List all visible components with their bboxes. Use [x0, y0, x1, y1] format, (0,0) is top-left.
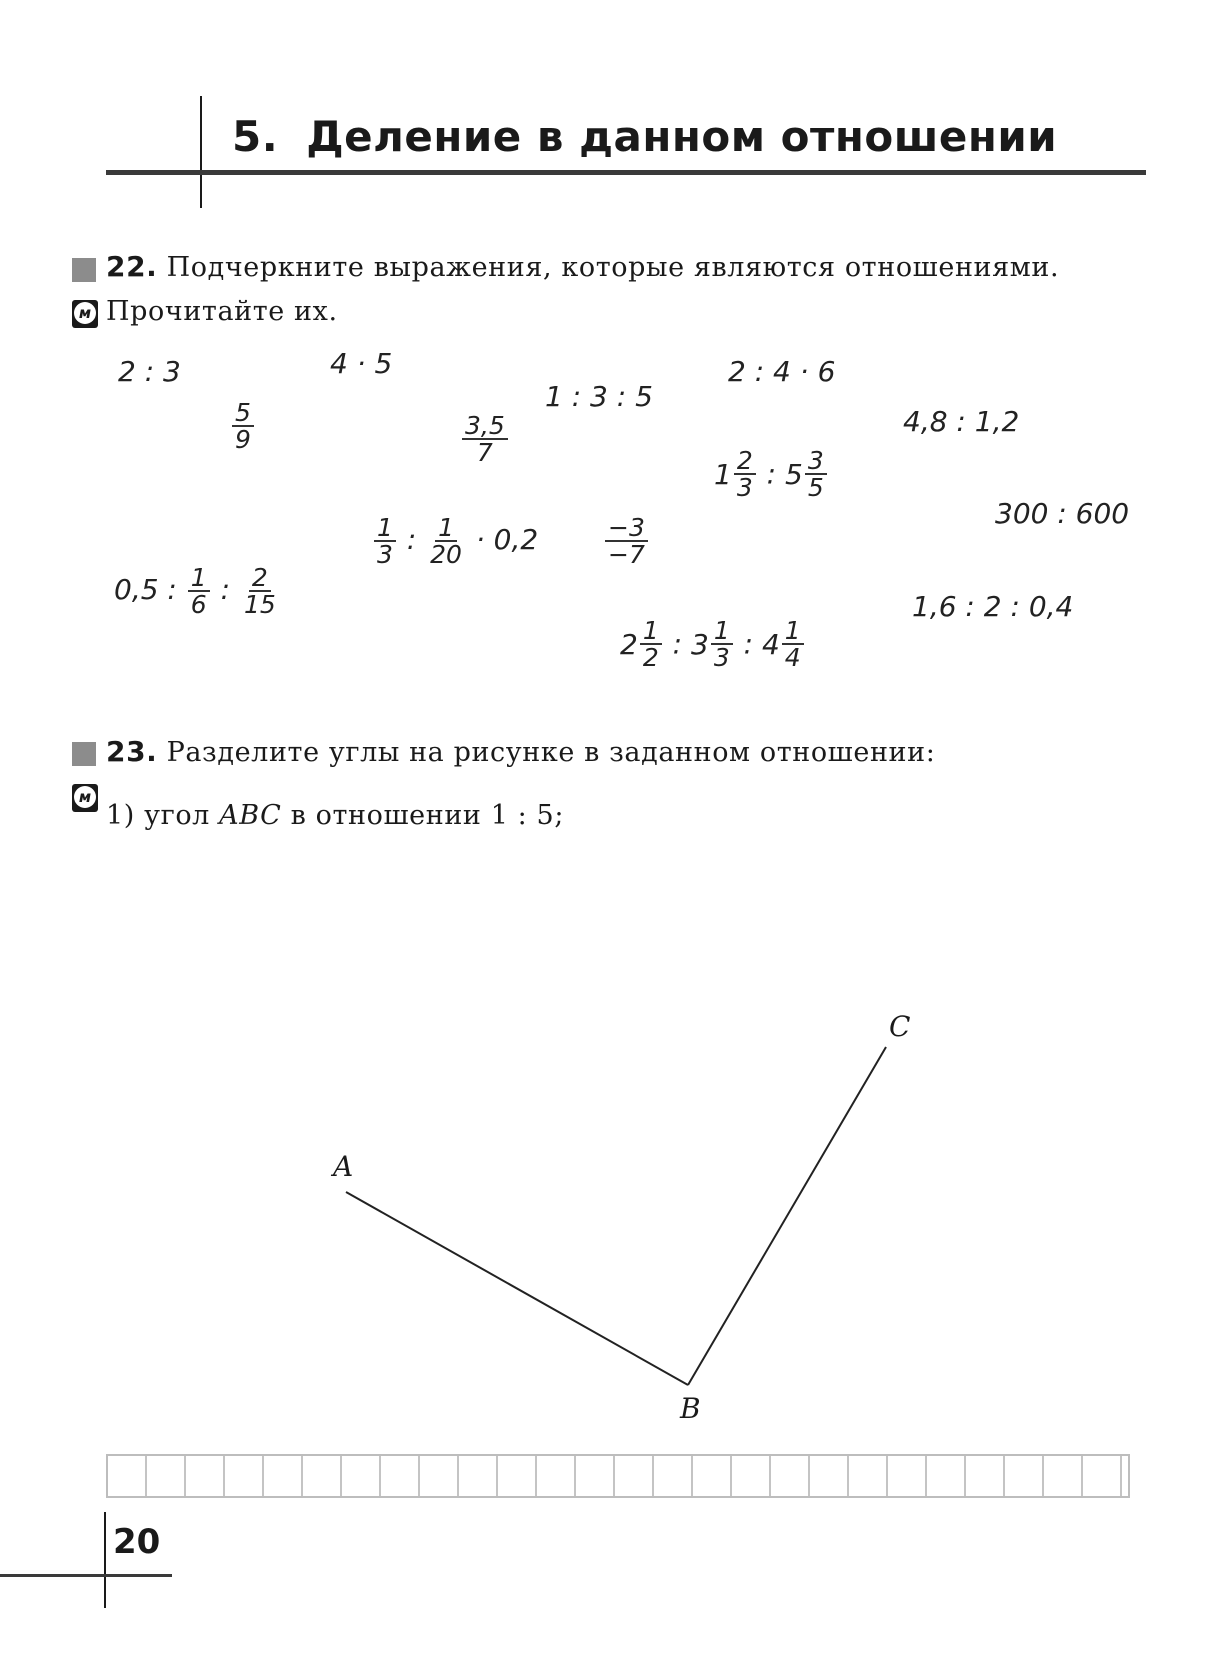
- ray-ba: [346, 1192, 688, 1385]
- section-number: 5.: [232, 112, 279, 161]
- task23-text: Разделите углы на рисунке в заданном отношении:: [166, 737, 936, 768]
- m-badge-icon: м: [72, 300, 98, 328]
- task-marker-icon: [72, 258, 96, 282]
- task-marker-icon: [72, 742, 96, 766]
- m-badge-icon: м: [72, 784, 98, 812]
- expression-12: 0,5 : $\frac{1}{6}$ : $\frac{2}{15}$: [114, 563, 276, 619]
- expression-2: 4 · 5: [330, 347, 393, 380]
- angle-name: ABC: [219, 800, 282, 831]
- task22-line1: [106, 250, 1059, 283]
- expression-13: 1,6 : 2 : 0,4: [912, 590, 1074, 623]
- point-b-label: B: [680, 1392, 701, 1425]
- expression-5: $\frac{5}{9}$: [230, 400, 256, 452]
- task23-line1: [106, 735, 935, 768]
- ray-bc: [688, 1047, 886, 1385]
- point-a-label: A: [333, 1150, 354, 1183]
- point-c-label: C: [889, 1010, 911, 1043]
- section-title-text: Деление в данном отношении: [306, 112, 1058, 161]
- header-horizontal-rule: [106, 170, 1146, 175]
- task22-line2: [106, 296, 338, 327]
- footer-horizontal-rule: [0, 1574, 172, 1577]
- task23-item1: 1) угол ABC в отношении 1 : 5;: [106, 800, 565, 831]
- expression-8: 1 $\frac{2}{3}$ : 5 $\frac{3}{5}$: [714, 448, 829, 500]
- expression-1: 2 : 3: [118, 355, 181, 388]
- task22-text2: Прочитайте их.: [106, 296, 338, 327]
- expression-9: 300 : 600: [995, 497, 1130, 530]
- task22-text1: Подчеркните выражения, которые являются отношениями.: [166, 252, 1060, 283]
- task22-number: 22.: [106, 250, 158, 283]
- header-vertical-rule: [200, 96, 202, 208]
- task23-number: 23.: [106, 735, 158, 768]
- expression-10: $\frac{1}{3}$ : $\frac{1}{20}$ · 0,2: [372, 515, 538, 567]
- expression-3: 1 : 3 : 5: [545, 380, 653, 413]
- expression-7: 4,8 : 1,2: [903, 405, 1020, 438]
- section-title: [232, 112, 1057, 161]
- footer-vertical-rule: [104, 1512, 106, 1608]
- answer-grid: [106, 1454, 1130, 1498]
- expression-6: $\frac{3,5}{7}$: [460, 413, 510, 465]
- expression-14: 2 $\frac{1}{2}$ : 3 $\frac{1}{3}$ : 4 $\frac{1}{4}$: [620, 618, 806, 670]
- expression-4: 2 : 4 · 6: [728, 355, 836, 388]
- page-number: 20: [113, 1522, 161, 1562]
- expression-11: $\frac{-3}{-7}$: [603, 515, 650, 567]
